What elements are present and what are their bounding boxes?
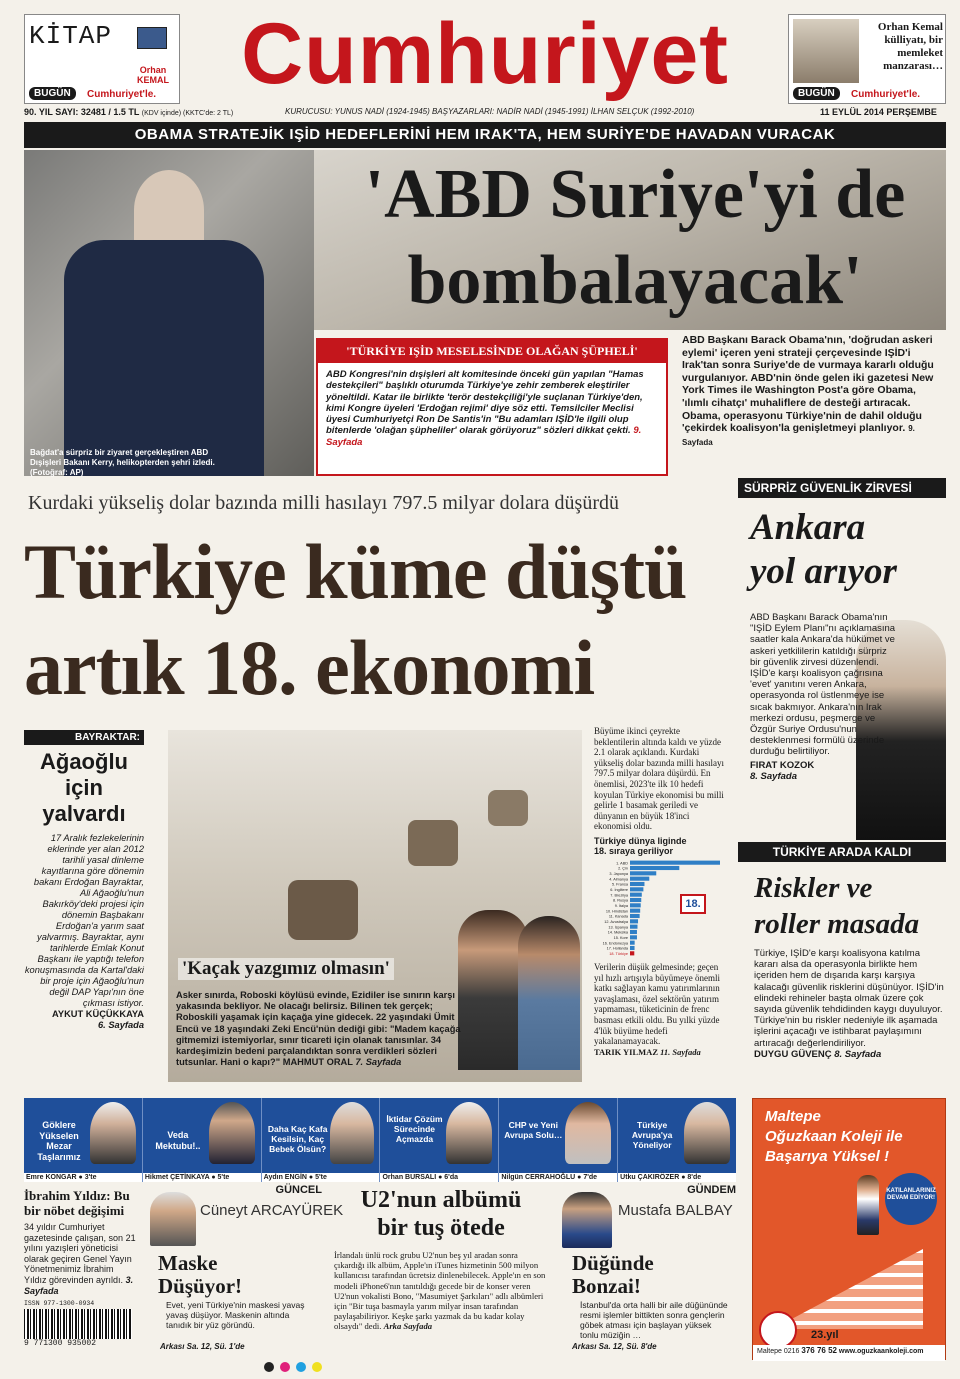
book-icon: [137, 27, 167, 49]
columnist-4-name-strip: Nilgün CERRAHOĞLU ● 7'de: [499, 1173, 617, 1182]
chart-title-1: Türkiye dünya liginde: [594, 835, 687, 846]
risks-author: DUYGU GÜVENÇ: [754, 1048, 832, 1060]
guncel-ref: Arkası Sa. 12, Sü. 1'de: [160, 1342, 245, 1351]
chart-label-5: 6. İngiltere: [610, 887, 628, 892]
u2-title-1: U2'nun albümü: [360, 1187, 522, 1213]
person-body: [64, 240, 264, 476]
risks-body-text: Türkiye, IŞİD'e karşı koalisyona katılma kararı alsa da operasyonla birlikte hem içeriden hem de dışarıda karşı karşıya kalacağı güvenlik risklerini düşünüyor. IŞİD'in elindeki rehineler başta olmak üzere çok sayıda güvenlik tehdidinden kaygı duyuluyor. Türkiye'nin bu riskler nedeniyle ilk aşamada işlerini açacağı ve istihbarat paylaşımını artıracağı değerlendiriliyor.: [754, 948, 944, 1049]
chart-label-8: 9. İtalya: [614, 903, 628, 908]
chart-bar-17: [630, 951, 634, 955]
economy-author: TARIK YILMAZ: [594, 1046, 658, 1057]
red-sub-box[interactable]: [316, 338, 668, 476]
bugun-badge: BUGÜN: [29, 87, 76, 100]
columnist-3-page: 6'da: [444, 1174, 459, 1181]
columnist-2[interactable]: [262, 1098, 381, 1182]
oguzkaan-ad[interactable]: [752, 1098, 946, 1360]
columnist-2-name-strip: Aydın ENGİN ● 5'te: [262, 1173, 380, 1182]
orhan-kemal-promo-box[interactable]: [788, 14, 946, 104]
mule-3: [488, 790, 528, 826]
columnist-5-name: Utku ÇAKIRÖZER: [620, 1174, 680, 1181]
risks-ref: 8. Sayfada: [834, 1048, 882, 1060]
roboski-body-text: Asker sınırda, Roboski köylüsü evinde, Ezidiler ise sınırın karşı yakasında bekliyor. Ne olacağı belirsiz. Bilinen tek gerçek; Roboskili yaşamak için kaçağa yine gidecek. 22 yaşındaki Ümit Encü ve 18 yaşındaki Zeki Encü'nün dediği gibi: "Madem kaçağa gitmemizi istemiyorlar, sınır ticareti için olanak tanısınlar. 34 kardeşimizin bedeni parçalandıktan sonra verdikleri sözleri tutsunlar. Hani o kapı?": [176, 990, 461, 1068]
u2-story[interactable]: [334, 1186, 548, 1358]
arcayurek-photo: [150, 1192, 196, 1246]
issue-info: [24, 107, 233, 117]
ad-seal: KATILANLARINIZ DEVAM EDİYOR!: [885, 1173, 937, 1225]
risks-title-line1: Riskler ve: [754, 872, 873, 904]
chart-label-15: 16. Endonezya: [602, 941, 628, 946]
columnist-4-page: 7'de: [583, 1174, 598, 1181]
chart-title: [594, 836, 724, 856]
top-right-body-text: ABD Başkanı Barack Obama'nın, 'doğrudan askeri eylemi' içeren yeni strateji çerçevesinde IŞİD'i Irak'tan sonra Suriye'de de vurmaya kararlı olduğu vurgulanıyor. ABD'nin önde gelen iki gazetesi New York Times ile Washington Post'a göre Obama, 'ılımlı cihatçı' muhaliflere de desteği artıracak. Obama, operasyonu Türkiye'nin de dahil olduğu 'çekirdek koalisyon'la genişletmeyi planlıyor.: [682, 334, 934, 435]
risks-title-line2: roller masada: [754, 908, 920, 940]
bayraktar-author: AYKUT KÜÇÜKKAYA: [52, 1009, 144, 1019]
bayraktar-body: [24, 833, 144, 1031]
chart-label-9: 10. Hindistan: [605, 909, 628, 914]
mark-black: [264, 1362, 274, 1372]
columnist-1-photo: [209, 1102, 255, 1164]
bayraktar-ref: 6. Sayfada: [98, 1020, 144, 1030]
columnist-0-name-strip: Emre KONGAR ● 3'te: [24, 1173, 142, 1182]
kitap-label: KİTAP: [29, 21, 113, 51]
bugun-badge-right: BUGÜN: [793, 87, 840, 100]
young-man-2-photo: [518, 916, 580, 1070]
barcode-number: 9 771300 935002: [24, 1339, 97, 1349]
columnist-1-topic: Veda Mektubu!..: [155, 1130, 201, 1151]
ad-title-3: Başarıya Yüksel !: [765, 1148, 889, 1165]
gundem-ref: Arkası Sa. 12, Sü. 8'de: [572, 1342, 657, 1351]
gundem-title-1: Düğünde: [572, 1251, 654, 1275]
gundem-title: [572, 1252, 654, 1298]
kerry-helicopter-photo[interactable]: [24, 150, 314, 476]
chart-label-11: 12. Avustralya: [604, 919, 628, 924]
columnist-0-name: Emre KONGAR: [26, 1174, 77, 1181]
promo-text: Orhan Kemal külliyatı, bir memleket manzarası…: [877, 21, 943, 72]
roboski-ref: 7. Sayfada: [355, 1057, 402, 1068]
ranking-chart: [594, 858, 724, 958]
bayraktar-bar: BAYRAKTAR:: [24, 730, 144, 745]
chart-label-1: 2. Çin: [618, 866, 628, 871]
u2-title-2: bir tuş ötede: [377, 1215, 505, 1241]
columnist-1[interactable]: [143, 1098, 262, 1182]
chart-label-3: 4. Almanya: [609, 877, 628, 882]
columnist-3-name: Orhan BURSALI: [382, 1174, 437, 1181]
chart-bar-1: [630, 866, 679, 870]
bayraktar-body-text: 17 Aralık fezlekelerinin eklerinde yer alan 2012 tarihli yasal dinleme kayıtlarına göre dönemin bakanı Erdoğan Bayraktar, Ali Ağaoğlu'nun Bakırköy'deki projesi için dönemin Başbakanı Erdoğan'a yarım saat yalvarmış. Bayraktar, aynı tarihlerde Emlak Konut Başkanı ile yaptığı telefon konuşmasında da Kartal'daki bir proje için Ağaoğlu'nun değil DAP Yapı'nın öne çıkması istiyor.: [24, 833, 144, 1008]
columnist-5-topic: Türkiye Avrupa'ya Yöneliyor: [631, 1120, 673, 1150]
roboski-author: MAHMUT ORAL: [282, 1057, 353, 1068]
columnist-3[interactable]: [380, 1098, 499, 1182]
bayraktar-title-3: yalvardı: [42, 801, 126, 826]
red-sub-body-text: ABD Kongresi'nin dışişleri alt komitesinde önceki gün yapılan "Hamas destekçileri" başlıklı oturumda Türkiye'ye zehir zemberek eleştiriler yöneltildi. Katar ile birlikte 'terör destekçiliği'yle suçlanan Türkiye'den, kimi Kongre üyeleri 'Erdoğan rejimi' diye söz etti. Temsilciler Meclisi üyesi Cumhuriyetçi Ron De Santis'in "Bu adamları IŞİD'le ilgili olup bitenlerde 'olağan şüpheliler' olarak görüyoruz" sözleri dikkat çekti.: [326, 369, 644, 437]
chart-label-7: 8. Rusya: [613, 898, 628, 903]
chart-bar-0: [630, 861, 720, 865]
columnist-4-topic: CHP ve Yeni Avrupa Solu…: [504, 1120, 563, 1140]
security-title: [738, 506, 946, 594]
chart-bar-13: [630, 930, 637, 934]
ibrahim-yildiz-story[interactable]: [24, 1188, 138, 1358]
rank-badge: 18.: [680, 894, 706, 914]
mark-yellow: [312, 1362, 322, 1372]
newspaper-logo[interactable]: Cumhuriyet: [241, 6, 729, 102]
economy-column[interactable]: [594, 726, 724, 1088]
gundem-label: GÜNDEM: [687, 1184, 736, 1196]
person-head: [134, 170, 204, 250]
columnist-4[interactable]: [499, 1098, 618, 1182]
columnist-1-name: Hikmet ÇETİNKAYA: [144, 1174, 210, 1181]
founders-line: KURUCUSU: YUNUS NADİ (1924-1945) BAŞYAZARLARI: NADİR NADİ (1945-1991) İLHAN SELÇUK (1992-2010): [285, 107, 695, 116]
chart-bar-15: [630, 941, 635, 945]
columnist-5-name-strip: Utku ÇAKIRÖZER ● 8'de: [618, 1173, 736, 1182]
red-sub-ref: 9. Sayfada: [326, 425, 642, 448]
guncel-author: Cüneyt ARCAYÜREK: [200, 1202, 344, 1219]
economy-headline-line1: Türkiye küme düştü: [24, 528, 687, 615]
security-title-line1: Ankara: [750, 507, 866, 548]
bugun-brand-right: Cumhuriyet'le.: [851, 89, 921, 100]
ad-web: www.oguzkaankoleji.com: [838, 1348, 924, 1355]
print-color-marks: [264, 1362, 322, 1372]
chart-bar-11: [630, 919, 638, 923]
ad-phone-label: Maltepe 0216: [757, 1348, 800, 1355]
yildiz-body: [24, 1222, 138, 1296]
security-ref: 8. Sayfada: [750, 770, 797, 782]
chart-label-2: 3. Japonya: [609, 871, 628, 876]
risks-bar: TÜRKİYE ARADA KALDI: [738, 842, 946, 862]
chart-bar-3: [630, 877, 649, 881]
columnist-4-photo: [565, 1102, 611, 1164]
columnist-4-name: Nilgün CERRAHOĞLU: [501, 1174, 576, 1181]
security-title-line2: yol arıyor: [750, 551, 897, 592]
chart-label-14: 15. Kore: [613, 935, 628, 940]
ad-stairs: [773, 1249, 923, 1329]
chart-bar-7: [630, 898, 641, 902]
main-headline[interactable]: [330, 152, 940, 324]
u2-title: [334, 1186, 548, 1242]
risks-title: [738, 870, 946, 942]
price-note: (KDV içinde) (KKTC'de: 2 TL): [141, 110, 234, 117]
ad-title-2: Oğuzkaan Koleji ile: [765, 1128, 903, 1145]
columnist-3-name-strip: Orhan BURSALI ● 6'da: [380, 1173, 498, 1182]
bayraktar-title-1: Ağaoğlu: [40, 749, 128, 774]
chart-bar-2: [630, 871, 656, 875]
kitap-author: Orhan KEMAL: [137, 65, 169, 85]
guncel-title-1: Maske: [158, 1251, 218, 1275]
guncel-title: [158, 1252, 242, 1298]
columnist-3-photo: [446, 1102, 492, 1164]
guncel-column[interactable]: [148, 1184, 344, 1356]
chart-label-6: 7. Brezilya: [610, 893, 628, 898]
security-body-text: ABD Başkanı Barack Obama'nın "IŞİD Eylem Planı"nı açıklamasına saatler kala Ankara'da hükümet ve askeri yetkililerin katıldığı sürpriz bir güvenlik zirvesi düzenlendi. IŞİD'e karşı koalisyon çağrısına 'evet' yanıtını veren Ankara, operasyonda rol üstlenmeye ise sıcak bakmıyor. Ankara'nın Irak merkezi ordusu, peşmerge ve Özgür Suriye Ordusu'nun desteklenmesi formülü üzerinde durduğu belirtiliyor.: [750, 612, 896, 758]
chart-bar-14: [630, 935, 637, 939]
columnist-2-name: Aydın ENGİN: [263, 1174, 307, 1181]
yildiz-title: İbrahim Yıldız: Bu bir nöbet değişimi: [24, 1188, 130, 1218]
gundem-title-2: Bonzai!: [572, 1274, 641, 1298]
economy-body2-text: Verilerin düşük gelmesinde; geçen yıl hızlı artışıyla büyümeye önemli katkı sağlayan kamu yatırımlarının yavaşlaması, özel sektörün yatırım yapmaması, tüketicinin de frenc basması etkili oldu. Bu yılki yüzde 4'lük büyüme hedefi yakalanamayacak.: [594, 961, 720, 1047]
photo-caption: Bağdat'a sürpriz bir ziyaret gerçekleştiren ABD Dışişleri Bakanı Kerry, helikopterden şehri izledi. (Fotoğraf: AP): [30, 448, 215, 477]
risks-body: [738, 942, 946, 1060]
yildiz-body-text: 34 yıldır Cumhuriyet gazetesinde çalışan, son 21 yılını yazışleri yöneticisi olarak geçiren Genel Yayın Yönetmenimiz İbrahim Yıldız görevinden ayrıldı.: [24, 1222, 136, 1285]
gundem-column[interactable]: [560, 1184, 740, 1356]
u2-ref: Arka Sayfada: [383, 1321, 433, 1332]
kitap-promo-box[interactable]: [24, 14, 180, 104]
chart-bar-10: [630, 914, 640, 918]
guncel-title-2: Düşüyor!: [158, 1274, 243, 1298]
ad-phone: 376 76 52: [801, 1346, 837, 1355]
chart-label-13: 14. Meksika: [607, 930, 628, 935]
left-column-bayraktar[interactable]: [24, 730, 144, 1092]
columnist-2-topic: Daha Kaç Kafa Kesilsin, Kaç Bebek Ölsün?: [267, 1124, 328, 1154]
columnist-3-topic: İktidar Çözüm Sürecinde Açmazda: [386, 1114, 443, 1144]
columnist-1-page: 5'te: [217, 1174, 230, 1181]
chart-bar-4: [630, 882, 644, 886]
mule-1: [288, 880, 358, 940]
columnist-1-name-strip: Hikmet ÇETİNKAYA ● 5'te: [143, 1173, 261, 1182]
chart-title-2: 18. sıraya geriliyor: [594, 845, 674, 856]
economy-byline: [594, 1047, 724, 1058]
top-right-body: [682, 334, 940, 449]
columnist-2-photo: [330, 1102, 374, 1164]
author-portrait: [793, 19, 859, 83]
top-banner[interactable]: OBAMA STRATEJİK IŞİD HEDEFLERİNİ HEM IRAK'TA, HEM SURİYE'DE HAVADAN VURACAK: [24, 122, 946, 148]
columnist-2-page: 5'te: [315, 1174, 327, 1181]
columnist-0-photo: [90, 1102, 136, 1164]
gundem-body: İstanbul'da orta halli bir aile düğününde resmi işlemler bittikten sonra gençlerin göbek atması için başlayan yüksek tonlu müziğin …: [580, 1300, 728, 1340]
sidebar-security[interactable]: [738, 478, 946, 840]
economy-kicker: Kurdaki yükseliş dolar bazında milli hasılayı 797.5 milyar dolara düşürdü: [28, 492, 619, 514]
barcode: [24, 1309, 132, 1339]
risks-author-line: [754, 1049, 946, 1060]
economy-headline-line2: artık 18. ekonomi: [24, 624, 595, 711]
columnist-5-page: 8'de: [687, 1174, 702, 1181]
bugun-brand: Cumhuriyet'le.: [87, 89, 157, 100]
main-headline-line1: 'ABD Suriye'yi de: [364, 156, 906, 233]
chart-label-4: 5. Fransa: [611, 882, 628, 887]
issue-date: 11 EYLÜL 2014 PERŞEMBE: [820, 107, 937, 117]
security-body: [750, 612, 896, 782]
columnist-0-topic: Göklere Yükselen Mezar Taşlarımız: [37, 1120, 81, 1162]
mark-cyan: [296, 1362, 306, 1372]
roboski-body: [176, 990, 468, 1068]
issue-number: 90. YIL SAYI: 32481 / 1.5 TL: [24, 107, 140, 117]
columnists-strip: [24, 1098, 736, 1182]
u2-body: [334, 1250, 548, 1332]
chart-bar-5: [630, 887, 643, 891]
issn-label: ISSN 977-1300-0934: [24, 1300, 95, 1308]
columnist-0-page: 3'te: [84, 1174, 97, 1181]
mule-2: [408, 820, 458, 866]
chart-bar-16: [630, 946, 635, 950]
ad-footer: [753, 1345, 945, 1361]
roboski-title: 'Kaçak yazgımız olmasın': [178, 958, 394, 980]
security-bar: SÜRPRİZ GÜVENLİK ZİRVESİ: [738, 478, 946, 498]
ad-title-1: Maltepe: [765, 1108, 821, 1125]
bayraktar-title: [24, 749, 144, 827]
ad-years: 23.yıl: [811, 1329, 839, 1341]
guncel-label-wrap: [222, 1184, 324, 1199]
ad-title: [765, 1107, 941, 1167]
columnists-row: [24, 1098, 736, 1182]
chart-bar-6: [630, 893, 642, 897]
red-sub-title: 'TÜRKİYE IŞİD MESELESİNDE OLAĞAN ŞÜPHELİ': [318, 340, 666, 363]
chart-label-12: 13. İspanya: [608, 925, 628, 930]
chart-bar-8: [630, 903, 641, 907]
main-headline-line2: bombalayacak': [407, 242, 863, 319]
chart-label-10: 11. Kanada: [608, 914, 628, 919]
columnist-5[interactable]: [618, 1098, 736, 1182]
sidebar-risks[interactable]: [738, 842, 946, 1092]
security-author: FIRAT KOZOK: [750, 759, 815, 771]
guncel-label: GÜNCEL: [275, 1184, 322, 1196]
mark-magenta: [280, 1362, 290, 1372]
economy-headline[interactable]: [24, 524, 728, 716]
chart-label-0: 1. ABD: [616, 861, 628, 866]
red-sub-body: [318, 363, 666, 454]
ad-student: [857, 1175, 879, 1235]
chart-bar-9: [630, 909, 640, 913]
chart-label-16: 17. Hollanda: [606, 946, 628, 951]
chart-label-17: 18. Türkiye: [609, 951, 628, 956]
top-right-ref: 9. Sayfada: [682, 424, 915, 447]
u2-body-text: İrlandalı ünlü rock grubu U2'nun beş yıl aradan sonra çıkardığı ilk albüm, Apple'ın iTunes hizmetinin 500 milyon kullanıcısı tarafından ücretsiz dinlenebilecek. Apple'ın en son modeli iPhone6'nın tanıtıldığı gecede bir de konser veren U2'nun vokalisti Bono, "Masumiyet Şarkıları" adlı albümleri için "Bir tuşa basmayla yarım milyar insan tarafından paylaşabiliriyor. Keşke şarkı yazmak da bu kadar kolay olsaydı" dedi.: [334, 1250, 546, 1332]
yildiz-ref: 3. Sayfada: [24, 1274, 134, 1296]
columnist-5-photo: [684, 1102, 730, 1164]
ad-logo: [759, 1311, 797, 1349]
chart-bar-12: [630, 925, 638, 929]
balbay-photo: [562, 1192, 612, 1248]
guncel-body: Evet, yeni Türkiye'nin maskesi yavaş yavaş düşüyor. Maskenin altında tanıdık bir yüz göründü.: [166, 1300, 305, 1330]
economy-body1: Büyüme ikinci çeyrekte beklentilerin altında kaldı ve yüzde 2.1 olarak açıklandı. Kurdaki yükseliş dolar bazında milli hasılayı 797.5 milyar dolara düşürdü. En önemlisi, 2023'te ilk 10 hedefi koyulan Türkiye ekonomisi bu milli gelirle 1 basamak geriledi ve dünyanın en büyük 18'inci ekonomisi oldu.: [594, 726, 724, 832]
economy-ref: 11. Sayfada: [660, 1046, 701, 1057]
economy-body2: [594, 962, 724, 1057]
gundem-author: Mustafa BALBAY: [618, 1202, 733, 1219]
bayraktar-title-2: için: [65, 775, 103, 800]
columnist-0[interactable]: [24, 1098, 143, 1182]
